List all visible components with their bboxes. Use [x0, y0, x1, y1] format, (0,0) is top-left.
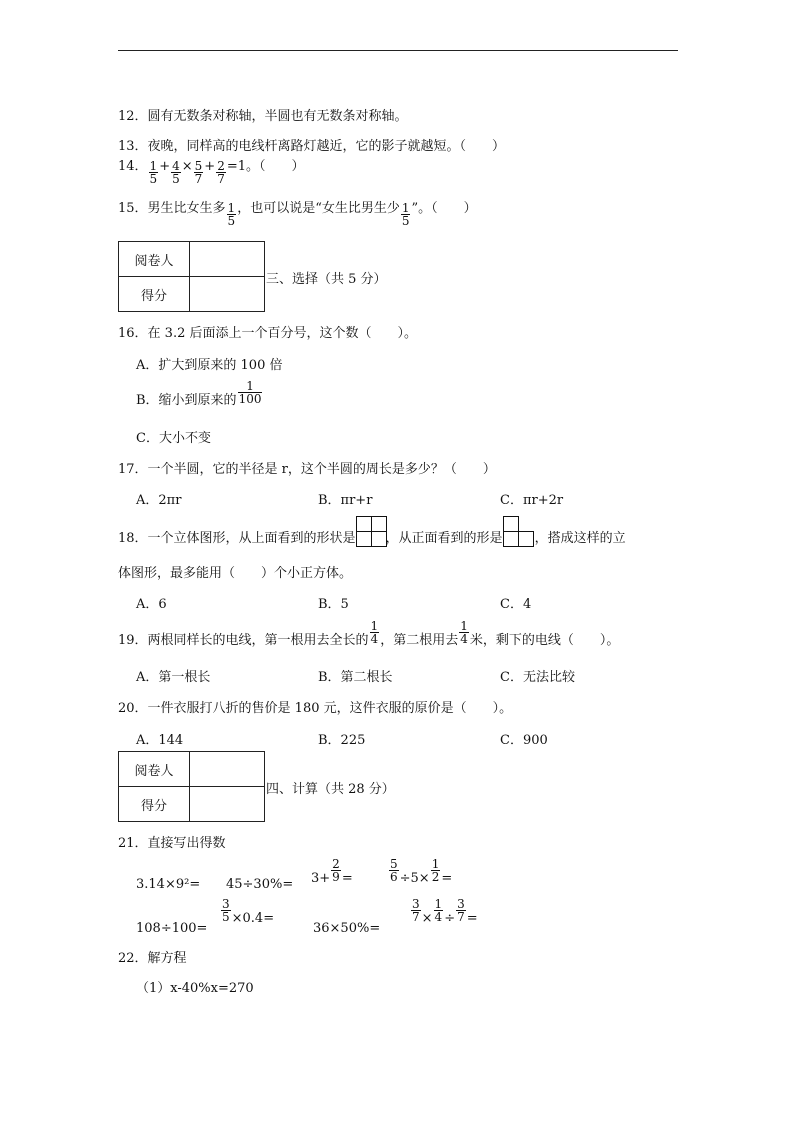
q17-option-c: C．πr+2r [500, 493, 564, 508]
q20-option-a: A．144 [136, 733, 184, 748]
calc-2: 45÷30%= [226, 877, 294, 892]
score-label: 得分 [119, 787, 190, 822]
q18-option-b: B．5 [318, 597, 349, 612]
q16-option-a: A．扩大到原来的 100 倍 [136, 358, 283, 373]
reviewer-cell [190, 752, 265, 787]
calc-7: 36×50%= [313, 921, 381, 936]
q17-option-a: A．2πr [136, 493, 182, 508]
calc-3: 3+ $\frac{2}{9}$ = [311, 857, 353, 886]
q20-option-c: C．900 [500, 733, 548, 748]
top-view-figure [356, 516, 386, 546]
question-22-stem: 22．解方程 [118, 951, 187, 966]
question-16-stem: 16．在 3.2 后面添上一个百分号，这个数（ ）。 [118, 326, 417, 341]
front-view-figure [503, 516, 535, 546]
equation-1: （1）x-40%x=270 [136, 981, 254, 996]
question-14: 14． $\frac{1}{5}$ + $\frac{4}{5}$ × $\frac{5}{7}$ + $\frac{2}{7}$ =1。（ ） [118, 159, 305, 186]
reviewer-label: 阅卷人 [119, 242, 190, 277]
calc-4: $\frac{5}{6}$ ÷5× $\frac{1}{2}$ = [390, 857, 453, 886]
question-15: 15．男生比女生多 $\frac{1}{5}$ ，也可以说是“女生比男生少 $\frac{1}{5}$ ”。（ ） [118, 201, 477, 228]
section-4-heading: 四、计算（共 28 分） [266, 782, 395, 797]
question-13: 13．夜晚，同样高的电线杆离路灯越近，它的影子就越短。（ ） [118, 139, 506, 154]
calc-1: 3.14×9²= [136, 877, 201, 892]
calc-5: 108÷100= [136, 921, 208, 936]
score-label: 得分 [119, 277, 190, 312]
q18-option-c: C．4 [500, 597, 532, 612]
q20-option-b: B．225 [318, 733, 366, 748]
score-cell [190, 787, 265, 822]
question-18-line2: 体图形，最多能用（ ）个小正方体。 [118, 566, 353, 581]
q17-option-b: B．πr+r [318, 493, 373, 508]
calc-8: $\frac{3}{7}$ × $\frac{1}{4}$ ÷ $\frac{3}{7}$ = [412, 897, 478, 926]
q18-option-a: A．6 [136, 597, 167, 612]
score-table-1 [118, 241, 265, 312]
reviewer-label: 阅卷人 [119, 752, 190, 787]
score-table-2 [118, 751, 265, 822]
calc-6: $\frac{3}{5}$ ×0.4= [222, 897, 275, 926]
q16-option-c: C．大小不变 [136, 431, 211, 446]
question-19: 19．两根同样长的电线，第一根用去全长的 $\frac{1}{4}$ ，第二根用去 $\frac{1}{4}$ 米，剩下的电线（ ）。 [118, 619, 620, 648]
q19-option-b: B．第二根长 [318, 670, 393, 685]
question-21-stem: 21．直接写出得数 [118, 836, 226, 851]
question-20-stem: 20．一件衣服打八折的售价是 180 元，这件衣服的原价是（ ）。 [118, 701, 513, 716]
q19-option-c: C．无法比较 [500, 670, 575, 685]
question-17-stem: 17．一个半圆，它的半径是 r，这个半圆的周长是多少？（ ） [118, 462, 496, 477]
section-3-heading: 三、选择（共 5 分） [266, 272, 387, 287]
question-12: 12．圆有无数条对称轴，半圆也有无数条对称轴。 [118, 109, 408, 124]
q19-option-a: A．第一根长 [136, 670, 211, 685]
header-rule [118, 50, 678, 51]
score-cell [190, 277, 265, 312]
reviewer-cell [190, 242, 265, 277]
question-18: 18．一个立体图形，从上面看到的形状是 ，从正面看到的形是 ，搭成这样的立 [118, 516, 626, 546]
q16-option-b: B．缩小到原来的 $\frac{1}{100}$ [136, 379, 262, 408]
